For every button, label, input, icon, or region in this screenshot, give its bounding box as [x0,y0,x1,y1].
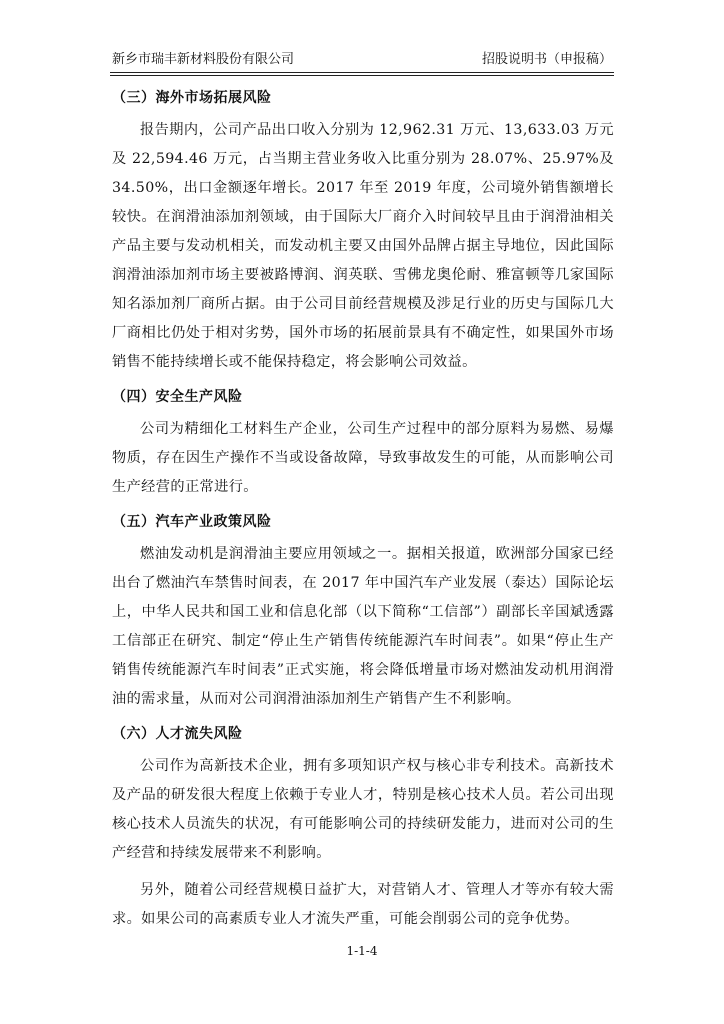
section-heading: （五）汽车产业政策风险 [112,514,272,530]
section-paragraph: 报告期内，公司产品出口收入分别为 12,962.31 万元、13,633.03 万元及 22,594.46 万元，占当期主营业务收入比重分别为 28.07%、25.97%及 34.50%，出口金额逐年增长。2017 年至 2019 年度，公司境外销售额增长较快。在润滑油添加剂领域，由于国际大厂商介入时间较早且由于润滑油相关产品主要与发动机相关，而发动机主要又由国外品牌占据主导地位，因此国际润滑油添加剂市场主要被路博润、润英联、雪佛龙奥伦耐、雅富顿等几家国际知名添加剂厂商所占据。由于公司目前经营规模及涉足行业的历史与国际几大厂商相比仍处于相对劣势，国外市场的拓展前景具有不确定性，如果国外市场销售不能持续增长或不能保持稳定，将会影响公司效益。 [112,122,614,370]
section-heading: （四）安全生产风险 [112,389,243,405]
page-header [110,50,614,70]
section-heading: （六）人才流失风险 [112,726,243,742]
section-auto-industry-policy-risk [112,510,614,714]
section-safety-production-risk [112,385,614,502]
header-divider [110,72,614,76]
page-number: 1-1-4 [346,944,378,958]
section-overseas-market-risk [112,86,614,377]
section-paragraph: 公司作为高新技术企业，拥有多项知识产权与核心非专利技术。高新技术及产品的研发很大程度上依赖于专业人才，特别是核心技术人员。若公司出现核心技术人员流失的状况，有可能影响公司的持续研发能力，进而对公司的生产经营和持续发展带来不利影响。 [112,758,614,861]
document-title: 招股说明书（申报稿） [481,52,612,67]
page-body [112,86,614,942]
section-paragraph: 燃油发动机是润滑油主要应用领域之一。据相关报道，欧洲部分国家已经出台了燃油汽车禁售时间表，在 2017 年中国汽车产业发展（泰达）国际论坛上，中华人民共和国工业和信息化部（以下简称“工信部”）副部长辛国斌透露工信部正在研究、制定“停止生产销售传统能源汽车时间表”。如果“停止生产销售传统能源汽车时间表”正式实施，将会降低增量市场对燃油发动机用润滑油的需求量，从而对公司润滑油添加剂生产销售产生不利影响。 [112,546,614,707]
section-heading: （三）海外市场拓展风险 [112,90,272,106]
section-paragraph: 另外，随着公司经营规模日益扩大，对营销人才、管理人才等亦有较大需求。如果公司的高素质专业人才流失严重，可能会削弱公司的竞争优势。 [112,882,614,927]
section-paragraph: 公司为精细化工材料生产企业，公司生产过程中的部分原料为易燃、易爆物质，存在因生产操作不当或设备故障，导致事故发生的可能，从而影响公司生产经营的正常进行。 [112,421,614,495]
company-name: 新乡市瑞丰新材料股份有限公司 [112,52,295,67]
section-talent-loss-risk [112,722,614,934]
